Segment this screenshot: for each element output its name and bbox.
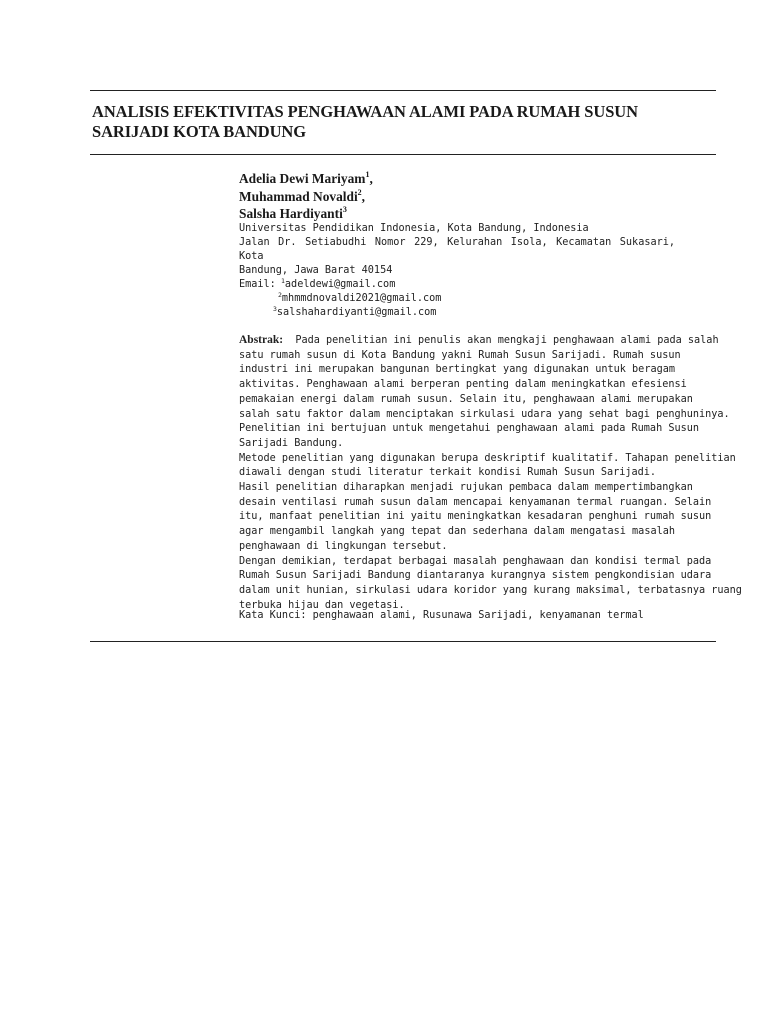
abstract-line: Penelitian ini bertujuan untuk mengetahui penghawaan alami pada Rumah Susun	[239, 423, 700, 435]
abstract-line: pemakaian energi dalam rumah susun. Selain itu, penghawaan alami merupakan	[239, 393, 693, 405]
abstract-paragraph-2	[239, 452, 736, 481]
email-mark: 3	[273, 305, 277, 313]
email-entry	[239, 306, 675, 320]
bottom-rule	[90, 641, 716, 642]
abstract-line: terbuka hijau dan vegetasi.	[239, 599, 405, 611]
email-mark: 2	[278, 291, 282, 299]
abstract-line: Rumah Susun Sarijadi Bandung diantaranya kurangnya sistem pengkondisian udara	[239, 570, 712, 582]
abstract-line: industri ini merupakan bangunan bertingkat yang digunakan untuk beragam	[239, 364, 675, 376]
email-mark: 1	[281, 277, 285, 285]
author-affiliation-mark: 1	[365, 170, 370, 179]
author-affiliation-mark: 3	[342, 205, 347, 214]
author-separator: ,	[361, 188, 366, 204]
affiliation-block	[239, 222, 675, 320]
abstract-line: salah satu faktor dalam menciptakan sirkulasi udara yang sehat bagi penghuninya.	[239, 408, 730, 420]
author-item	[239, 170, 373, 188]
email-entry	[281, 278, 395, 292]
author-item	[239, 205, 373, 223]
paper-title	[92, 102, 712, 142]
author-name: Muhammad Novaldi	[239, 188, 358, 204]
abstract-paragraph-4	[239, 555, 742, 614]
top-rule	[90, 90, 716, 91]
abstract	[239, 333, 742, 613]
abstract-paragraph-3	[239, 481, 712, 555]
abstract-line: Sarijadi Bandung.	[239, 437, 344, 449]
title-line-2: SARIJADI KOTA BANDUNG	[92, 122, 306, 141]
email-label: Email:	[239, 279, 276, 290]
email-address: adeldewi@gmail.com	[284, 279, 396, 290]
author-list	[239, 170, 373, 223]
abstract-label: Abstrak:	[239, 334, 284, 346]
abstract-line: penghawaan di lingkungan tersebut.	[239, 540, 448, 552]
abstract-line: satu rumah susun di Kota Bandung yakni Rumah Susun Sarijadi. Rumah susun	[239, 349, 681, 361]
abstract-paragraph-1	[239, 333, 730, 452]
address-line-1: Jalan Dr. Setiabudhi Nomor 229, Kelurahan Isola, Kecamatan Sukasari, Kota	[239, 237, 675, 262]
abstract-line: Metode penelitian yang digunakan berupa deskriptif kualitatif. Tahapan penelitian	[239, 452, 736, 464]
abstract-line: desain ventilasi rumah susun dalam mencapai kenyamanan termal ruangan. Selain	[239, 496, 712, 508]
abstract-line: Abstrak: Pada penelitian ini penulis akan mengkaji penghawaan alami pada salah	[239, 334, 719, 346]
author-name: Adelia Dewi Mariyam	[239, 171, 366, 186]
abstract-line: itu, manfaat penelitian ini yaitu meningkatkan kesadaran penghuni rumah susun	[239, 511, 712, 523]
abstract-line: diawali dengan studi literatur terkait kondisi Rumah Susun Sarijadi.	[239, 467, 657, 479]
abstract-line: Hasil penelitian diharapkan menjadi rujukan pembaca dalam mempertimbangkan	[239, 482, 693, 494]
title-line-1: ANALISIS EFEKTIVITAS PENGHAWAAN ALAMI PADA RUMAH SUSUN	[92, 102, 638, 121]
keywords: Kata Kunci: penghawaan alami, Rusunawa Sarijadi, kenyamanan termal	[239, 610, 644, 621]
author-separator: ,	[369, 171, 373, 186]
author-name: Salsha Hardiyanti	[239, 206, 343, 221]
abstract-line: dalam unit hunian, sirkulasi udara koridor yang kurang maksimal, terbatasnya ruang	[239, 584, 742, 596]
email-entry	[239, 292, 675, 306]
abstract-line: agar mengambil langkah yang tepat dan sederhana dalam mengatasi masalah	[239, 526, 675, 538]
author-item	[239, 188, 373, 206]
address-line-2: Bandung, Jawa Barat 40154	[239, 265, 393, 276]
email-row	[239, 278, 675, 292]
title-rule	[90, 154, 716, 155]
institution: Universitas Pendidikan Indonesia, Kota Bandung, Indonesia	[239, 223, 589, 234]
abstract-line: Dengan demikian, terdapat berbagai masalah penghawaan dan kondisi termal pada	[239, 555, 712, 567]
abstract-line: aktivitas. Penghawaan alami berperan penting dalam meningkatkan efesiensi	[239, 379, 687, 391]
author-affiliation-mark: 2	[357, 187, 362, 197]
email-address: salshahardiyanti@gmail.com	[276, 307, 437, 318]
email-address: mhmmdnovaldi2021@gmail.com	[281, 293, 442, 304]
